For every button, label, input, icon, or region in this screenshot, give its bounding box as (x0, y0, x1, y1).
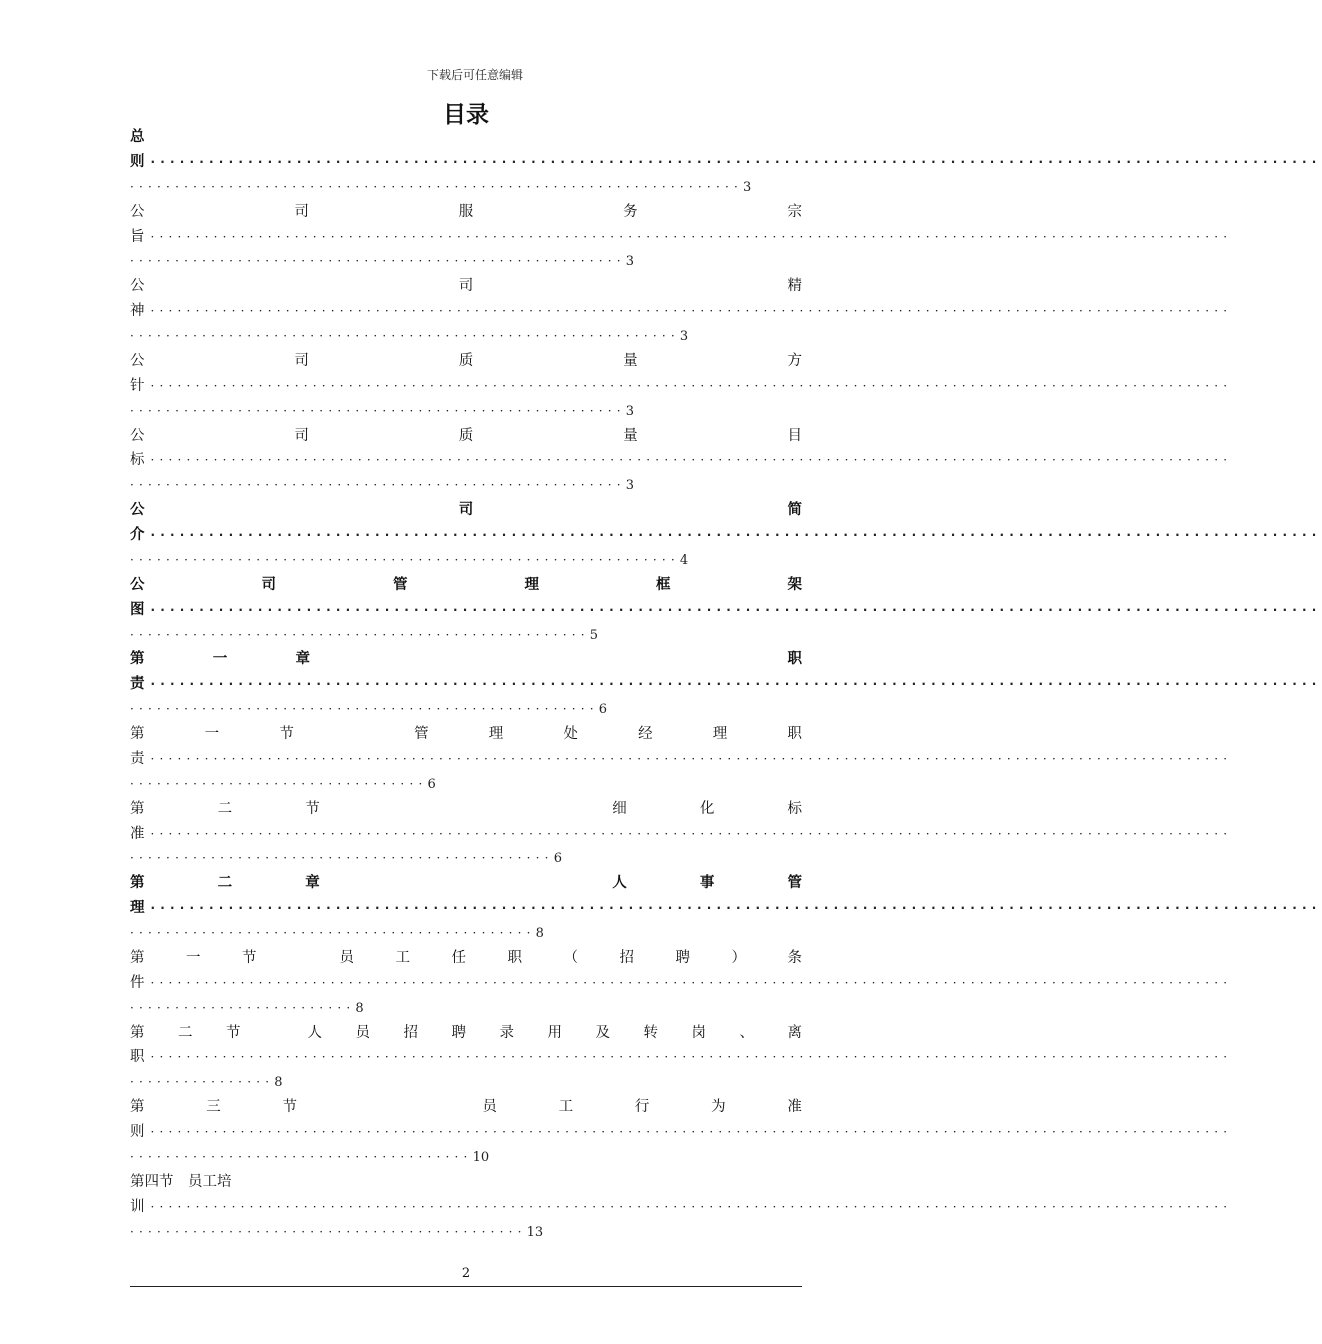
toc-heading-char: 员 (355, 1024, 370, 1041)
toc-heading-tail: 件 (130, 974, 145, 991)
footer-rule (130, 1286, 802, 1287)
toc-heading-tail: 标 (130, 452, 145, 469)
toc-heading-char: 一 (212, 651, 228, 668)
toc-entry-page-line[interactable] (130, 473, 802, 498)
toc-heading-char: 理 (712, 726, 728, 742)
dot-leader: ························································································································ (150, 378, 1233, 393)
toc-entry-leader[interactable] (130, 896, 1322, 921)
toc-heading-char: 简 (787, 502, 802, 519)
toc-heading-tail: 责 (130, 750, 145, 767)
toc-heading-tail: 图 (130, 601, 145, 618)
dot-leader: ····························································· (130, 329, 680, 343)
toc-heading-char: 管 (787, 875, 802, 892)
toc-entry-page-line[interactable] (130, 548, 802, 573)
dot-leader: ························································································································ (150, 1125, 1233, 1139)
toc-heading-char: ） (731, 949, 746, 966)
toc-heading-char: 第 (130, 800, 145, 817)
toc-heading-char: 第 (130, 875, 145, 892)
toc-page-number: 3 (625, 478, 635, 494)
dot-leader: ············································ (130, 1224, 527, 1239)
toc-heading-char: 职 (787, 651, 802, 668)
toc-heading-char: 及 (595, 1024, 610, 1041)
toc-heading-tail: 责 (130, 676, 145, 693)
toc-heading-char: 公 (130, 278, 145, 295)
dot-leader: ························································································································ (150, 453, 1233, 468)
toc-heading-char: 二 (178, 1024, 193, 1041)
toc-heading-char: 节 (242, 949, 257, 966)
toc-page-number: 3 (625, 403, 635, 419)
toc-heading-char: 质 (458, 427, 474, 444)
dot-leader: ························································································································ (150, 677, 1322, 692)
toc-heading-char: 目 (787, 427, 802, 444)
dot-leader: ················ (130, 1075, 275, 1090)
toc-heading-char: 框 (656, 576, 671, 593)
dot-leader: ························································································································ (150, 304, 1233, 319)
toc-page-number: 3 (679, 329, 689, 344)
toc-entry-page-line[interactable] (130, 249, 802, 274)
toc-entry-heading[interactable] (130, 349, 802, 374)
toc-entry-heading[interactable] (130, 722, 802, 747)
toc-entry-heading[interactable] (130, 200, 802, 225)
toc-page-number: 6 (598, 702, 608, 718)
toc-entry-heading[interactable] (130, 647, 802, 672)
dot-leader: ························································································································ (150, 751, 1233, 766)
toc-entry-page-line[interactable] (130, 623, 802, 648)
toc-heading-char: 转 (643, 1024, 658, 1041)
toc-heading-char: 精 (787, 278, 802, 295)
toc-heading-char: 章 (295, 651, 310, 668)
dot-leader: ···················································· (130, 702, 599, 717)
dot-leader: ······················································· (130, 478, 626, 493)
toc-entry-leader[interactable] (130, 1195, 1233, 1220)
toc-heading-char: （ (563, 949, 578, 966)
toc-heading-char: 第 (130, 726, 145, 742)
toc-heading-char: 公 (130, 352, 145, 369)
toc-heading-tail: 则 (130, 1124, 145, 1140)
toc-heading-tail: 准 (130, 825, 145, 842)
toc-entry-leader[interactable] (130, 971, 1233, 996)
page-title: 目录 (443, 102, 489, 128)
toc-heading-char: 量 (623, 352, 638, 369)
toc-heading-char: 条 (787, 949, 802, 966)
toc-entry-page-line[interactable] (130, 697, 802, 722)
toc-heading-char: 录 (499, 1024, 514, 1041)
toc-heading-char: 经 (638, 726, 653, 742)
toc-entry-heading[interactable] (130, 498, 802, 523)
toc-entry-leader[interactable] (130, 822, 1233, 847)
toc-heading-char: 二 (217, 875, 233, 892)
toc-heading-char: 行 (634, 1099, 650, 1116)
toc-heading-char: 职 (507, 949, 522, 966)
dot-leader: ························································································································ (150, 528, 1322, 542)
toc-entry-page-line[interactable] (130, 324, 802, 349)
toc-heading-char: 司 (294, 427, 309, 444)
toc-heading-char: 节 (305, 800, 320, 817)
toc-page-number: 6 (553, 851, 562, 867)
dot-leader: ························································································································ (150, 901, 1322, 916)
toc-heading-char: 员 (339, 949, 354, 966)
page-header-note: 下载后可任意编辑 (426, 68, 523, 82)
toc-heading-char: 第四节 员工培 (130, 1173, 232, 1190)
toc-heading-char: 事 (699, 875, 715, 892)
toc-heading-char: 聘 (451, 1024, 466, 1041)
toc-entry-heading[interactable] (130, 946, 802, 971)
toc-heading-char: 司 (294, 352, 309, 369)
toc-heading-char: 招 (619, 949, 634, 966)
toc-heading-char: 宗 (787, 203, 802, 220)
toc-entry-page-line[interactable] (130, 921, 802, 946)
toc-heading-char: 质 (458, 352, 474, 369)
toc-page-number: 8 (274, 1075, 283, 1091)
dot-leader: ··············································· (130, 851, 554, 866)
toc-heading-char: 节 (226, 1024, 241, 1041)
toc-entry-page-line[interactable] (130, 175, 802, 200)
toc-entry-page-line[interactable] (130, 772, 802, 797)
toc-entry-heading[interactable] (130, 274, 802, 299)
toc-heading-tail: 理 (130, 900, 145, 917)
toc-entry-page-line[interactable] (130, 1145, 802, 1170)
toc-heading-char: 司 (294, 203, 309, 220)
toc-entry-leader[interactable] (130, 672, 1322, 697)
toc-entry-leader[interactable] (130, 299, 1233, 324)
toc-page-number: 8 (535, 926, 544, 941)
toc-heading-char: 一 (204, 726, 220, 742)
dot-leader: ··················································· (130, 627, 590, 642)
toc-entry-leader[interactable] (130, 523, 1322, 548)
toc-heading-char: 节 (282, 1099, 298, 1116)
toc-entry-heading[interactable] (130, 1021, 802, 1046)
toc-heading-char: 节 (279, 726, 294, 742)
toc-heading-char: 司 (458, 278, 474, 295)
toc-heading-char: 一 (186, 949, 201, 966)
dot-leader: ························· (130, 1000, 356, 1015)
toc-heading-char: 第 (130, 1024, 145, 1041)
toc-heading-char: 三 (206, 1099, 221, 1116)
toc-heading-char: 任 (451, 949, 466, 966)
toc-entry-page-line[interactable] (130, 996, 802, 1021)
toc-entry-heading[interactable] (130, 1170, 802, 1195)
toc-heading-char: 人 (612, 875, 627, 892)
toc-heading-char: 岗 (691, 1024, 706, 1041)
toc-page-number: 13 (526, 1224, 544, 1240)
toc-heading-char: 量 (623, 427, 638, 444)
toc-heading-char: 务 (623, 203, 638, 220)
toc-entry-heading[interactable] (130, 871, 802, 896)
toc-heading-char: 第 (130, 1099, 145, 1116)
toc-heading-char: 标 (787, 800, 802, 817)
toc-heading-tail: 训 (130, 1198, 145, 1215)
dot-leader: ························································································································ (150, 1199, 1233, 1214)
dot-leader: ······················································· (130, 254, 626, 269)
toc-page-number: 4 (679, 552, 689, 568)
table-of-contents (130, 125, 1322, 1244)
toc-entry-leader[interactable] (130, 225, 1233, 250)
toc-heading-tail: 旨 (130, 228, 145, 245)
toc-heading-char: 理 (488, 726, 504, 742)
dot-leader: ························································································································ (150, 154, 1322, 169)
toc-heading-char: 第 (130, 949, 145, 966)
toc-entry-page-line[interactable] (130, 399, 802, 424)
toc-heading-char: 公 (130, 576, 145, 593)
dot-leader: ································· (130, 776, 428, 791)
dot-leader: ························································································································ (150, 602, 1322, 617)
dot-leader: ······································ (130, 1149, 473, 1164)
toc-heading-char: 工 (558, 1099, 574, 1116)
toc-page-number: 8 (355, 1000, 364, 1016)
toc-heading-char: 化 (699, 800, 715, 817)
toc-heading-char: 架 (787, 576, 802, 593)
toc-heading-char: 第 (130, 651, 145, 668)
toc-entry-leader[interactable] (130, 598, 1322, 623)
toc-heading-char: 司 (458, 502, 474, 519)
page-number: 2 (461, 1266, 471, 1281)
toc-heading-char: 人 (307, 1024, 322, 1041)
toc-entry-heading[interactable] (130, 125, 802, 150)
toc-entry-heading[interactable] (130, 797, 802, 822)
toc-heading-char: 管 (393, 576, 408, 593)
dot-leader: ····························································· (130, 552, 680, 567)
toc-heading-tail: 介 (130, 527, 145, 543)
toc-heading-char: 离 (787, 1024, 802, 1041)
toc-entry-leader[interactable] (130, 1120, 1233, 1145)
toc-heading-char: 聘 (675, 949, 690, 966)
toc-page-number: 3 (742, 179, 752, 195)
toc-page-number: 3 (625, 254, 635, 270)
toc-heading-char: 理 (524, 576, 539, 593)
toc-heading-char: 用 (547, 1024, 562, 1041)
toc-heading-char: 章 (305, 875, 320, 892)
toc-entry-heading[interactable] (130, 424, 802, 449)
dot-leader: ············································· (130, 926, 536, 940)
toc-heading-char: 招 (403, 1024, 418, 1041)
toc-heading-char: 为 (711, 1099, 726, 1116)
dot-leader: ························································································································ (150, 975, 1233, 990)
toc-heading-tail: 则 (130, 153, 145, 170)
dot-leader: ······················································· (130, 403, 626, 418)
toc-page-number: 10 (472, 1149, 490, 1165)
toc-heading-tail: 针 (130, 377, 145, 394)
toc-heading-char: 公 (130, 427, 145, 444)
toc-heading-tail: 神 (130, 303, 145, 320)
toc-entry-leader[interactable] (130, 747, 1233, 772)
toc-entry-leader[interactable] (130, 150, 1322, 175)
toc-heading-char: 职 (787, 726, 802, 742)
toc-entry-leader[interactable] (130, 448, 1233, 473)
toc-heading-char: 员 (482, 1099, 497, 1116)
dot-leader: ························································································································ (150, 826, 1233, 841)
toc-heading-char: 二 (217, 800, 233, 817)
toc-page-number: 5 (589, 627, 599, 643)
toc-heading-char: 司 (261, 576, 276, 593)
toc-heading-char: 公 (130, 502, 145, 519)
toc-heading-char: 准 (787, 1099, 802, 1116)
toc-entry-page-line[interactable] (130, 1070, 802, 1095)
dot-leader: ························································································································ (150, 229, 1233, 244)
toc-heading-char: 处 (563, 726, 578, 742)
toc-heading-char: 方 (787, 352, 802, 369)
toc-entry-heading[interactable] (130, 573, 802, 598)
dot-leader: ························································································································ (150, 1050, 1233, 1065)
toc-entry-leader[interactable] (130, 1045, 1233, 1070)
toc-entry-heading[interactable] (130, 1095, 802, 1120)
toc-entry-leader[interactable] (130, 374, 1233, 399)
toc-heading-char: 管 (414, 726, 429, 742)
toc-page-number: 6 (427, 776, 436, 792)
toc-heading-char: 总 (130, 129, 145, 145)
toc-heading-char: 服 (458, 203, 474, 220)
toc-entry-page-line[interactable] (130, 846, 802, 871)
dot-leader: ···································································· (130, 179, 743, 194)
toc-heading-char: 细 (612, 800, 627, 817)
toc-heading-char: 工 (395, 949, 410, 966)
toc-heading-char: 公 (130, 203, 145, 220)
toc-heading-char: 、 (739, 1024, 754, 1041)
toc-heading-tail: 职 (130, 1049, 145, 1066)
toc-entry-page-line[interactable] (130, 1220, 802, 1245)
